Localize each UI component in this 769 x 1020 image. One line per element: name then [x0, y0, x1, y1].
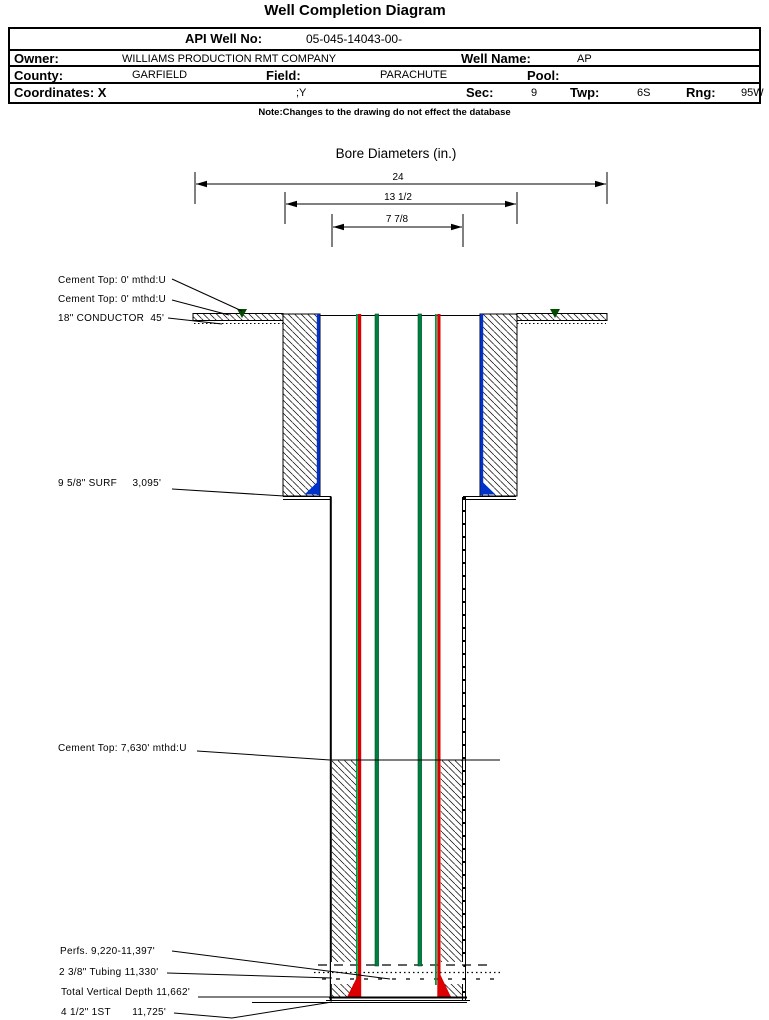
- dim-24-left-arrow-icon: [196, 181, 207, 187]
- leader-surface-casing: [172, 489, 284, 496]
- production-casing-right: [437, 314, 440, 997]
- coordinates-label: Coordinates: X: [14, 85, 107, 100]
- pool-label: Pool:: [527, 68, 560, 83]
- county-value: GARFIELD: [132, 69, 188, 81]
- borehole-wall-right: [463, 497, 466, 1000]
- tubing-left: [375, 314, 379, 966]
- borehole-ledges: [283, 497, 516, 500]
- page-title: Well Completion Diagram: [264, 2, 446, 19]
- string-green-right: [435, 314, 437, 985]
- dim-24-label: 24: [392, 172, 404, 183]
- production-cement: [331, 760, 463, 998]
- hole-bottom: [252, 998, 470, 1003]
- api-well-no-label: API Well No:: [185, 31, 263, 46]
- well-name-label: Well Name:: [461, 51, 531, 66]
- bore-diameters-title: Bore Diameters (in.): [335, 146, 457, 161]
- annotation-cement-top-7630: Cement Top: 7,630' mthd:U: [58, 743, 187, 754]
- annotation-production-casing: 4 1/2" 1ST 11,725': [61, 1007, 167, 1018]
- annotation-perfs: Perfs. 9,220-11,397': [60, 946, 156, 957]
- annotation-conductor: 18" CONDUCTOR 45': [58, 313, 165, 324]
- surface-casing: [283, 314, 517, 496]
- owner-label: Owner:: [14, 51, 59, 66]
- leader-production-casing: [174, 1002, 332, 1018]
- leader-cement-top-1: [172, 279, 242, 311]
- surface-casing-steel-right: [480, 314, 483, 495]
- dim-13-left-arrow-icon: [286, 201, 297, 207]
- owner-value: WILLIAMS PRODUCTION RMT COMPANY: [122, 53, 337, 65]
- leader-cement-top-2: [172, 300, 229, 315]
- field-label: Field:: [266, 68, 301, 83]
- production-strings: [347, 314, 451, 997]
- leader-cement-top-7630: [197, 751, 500, 760]
- annotation-cement-top-2: Cement Top: 0' mthd:U: [58, 294, 167, 305]
- tubing-right: [418, 314, 422, 966]
- rng-value: 95W: [741, 87, 764, 99]
- dim-7-label: 7 7/8: [385, 214, 409, 225]
- annotation-tubing: 2 3/8" Tubing 11,330': [59, 967, 159, 978]
- county-label: County:: [14, 68, 64, 83]
- coordinates-y-label: ;Y: [296, 87, 307, 99]
- api-well-no-value: 05-045-14043-00-: [306, 32, 403, 46]
- production-casing-left: [358, 314, 361, 997]
- annotation-cement-top-1: Cement Top: 0' mthd:U: [58, 275, 167, 286]
- dim-13-right-arrow-icon: [505, 201, 516, 207]
- twp-value: 6S: [637, 87, 651, 99]
- twp-label: Twp:: [570, 85, 600, 100]
- dim-24-right-arrow-icon: [595, 181, 606, 187]
- field-value: PARACHUTE: [380, 69, 448, 81]
- annotation-surface-casing: 9 5/8" SURF 3,095': [58, 478, 162, 489]
- sec-label: Sec:: [466, 85, 494, 100]
- string-green-left: [356, 314, 358, 985]
- surface-casing-steel-left: [317, 314, 320, 495]
- sec-value: 9: [531, 87, 538, 99]
- well-name-value: AP: [577, 53, 592, 65]
- leader-tubing: [167, 973, 332, 978]
- dim-7-left-arrow-icon: [333, 224, 344, 230]
- rng-label: Rng:: [686, 85, 716, 100]
- dim-7-right-arrow-icon: [451, 224, 462, 230]
- database-note: Note:Changes to the drawing do not effect the database: [258, 107, 511, 118]
- annotation-tvd: Total Vertical Depth 11,662': [61, 987, 191, 998]
- dim-13-label: 13 1/2: [384, 192, 412, 203]
